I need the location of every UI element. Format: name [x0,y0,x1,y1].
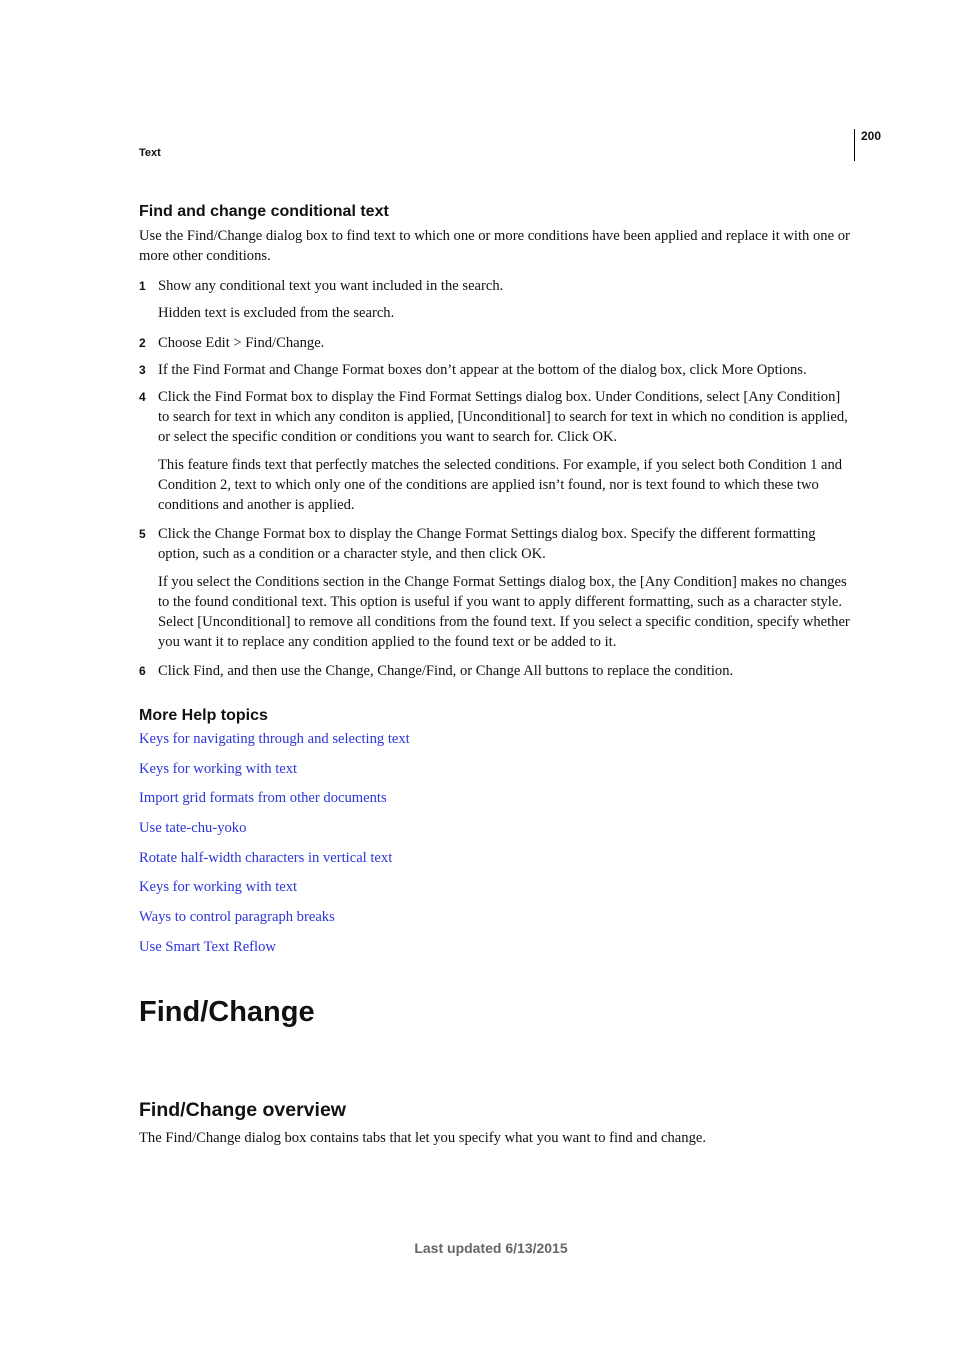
help-link-smart-text-reflow[interactable]: Use Smart Text Reflow [139,939,276,955]
help-link-navigating-text[interactable]: Keys for navigating through and selecting text [139,731,410,747]
step-text: Choose Edit > Find/Change. [158,335,325,351]
step-note: Hidden text is excluded from the search. [158,305,395,321]
step-number: 4 [139,390,146,404]
help-link-tate-chu-yoko[interactable]: Use tate-chu-yoko [139,820,247,836]
step-number: 3 [139,363,146,377]
step-text: Click Find, and then use the Change, Change/Find, or Change All buttons to replace the condition. [158,663,734,679]
step-number: 2 [139,336,146,350]
more-help-heading: More Help topics [139,707,268,724]
help-link-working-text[interactable]: Keys for working with text [139,761,298,777]
running-head: Text [139,147,161,159]
step-number: 5 [139,527,146,541]
overview-heading: Find/Change overview [139,1099,346,1121]
section-heading: Find and change conditional text [139,203,389,220]
step-number: 1 [139,279,146,293]
chapter-title: Find/Change [139,996,315,1028]
help-link-working-text-2[interactable]: Keys for working with text [139,879,298,895]
help-link-paragraph-breaks[interactable]: Ways to control paragraph breaks [139,909,335,925]
step-note: If you select the Conditions section in the Change Format Settings dialog box, the [Any Condition] makes no changes to the found conditional text. This option is useful if you want to apply different formatting, such as a character style. Select [Unconditional] to remove all conditions from the found text. If you select a specific condition, specify whether you want it to replace any condition applied to the found text or be added to it. [158,574,850,650]
step-text: Click the Find Format box to display the Find Format Settings dialog box. Under Conditions, select [Any Condition] to search for text in which any conditon is applied, [Unconditional] to search for text in which no condition is applied, or select the specific condition or conditions you want to search for. Click OK. [158,389,848,445]
step-text: If the Find Format and Change Format boxes don’t appear at the bottom of the dialog box, click More Options. [158,362,807,378]
overview-body: The Find/Change dialog box contains tabs that let you specify what you want to find and change. [139,1130,707,1146]
step-number: 6 [139,664,146,678]
footer-updated: Last updated 6/13/2015 [414,1240,568,1256]
step-note: This feature finds text that perfectly matches the selected conditions. For example, if you select both Condition 1 and Condition 2, text to which only one of the conditions are applied isn’t found, nor is text found to which these two conditions and another is applied. [158,457,843,513]
step-text: Show any conditional text you want included in the search. [158,278,504,294]
page-number-rule [854,129,855,161]
page-number: 200 [861,129,882,143]
section-intro: Use the Find/Change dialog box to find text to which one or more conditions have been applied and replace it with one or more other conditions. [139,228,850,264]
step-text: Click the Change Format box to display the Change Format Settings dialog box. Specify the different formatting option, such as a condition or a character style, and then click OK. [158,526,816,562]
help-link-import-grid[interactable]: Import grid formats from other documents [139,790,387,806]
help-link-rotate-half-width[interactable]: Rotate half-width characters in vertical text [139,850,393,866]
